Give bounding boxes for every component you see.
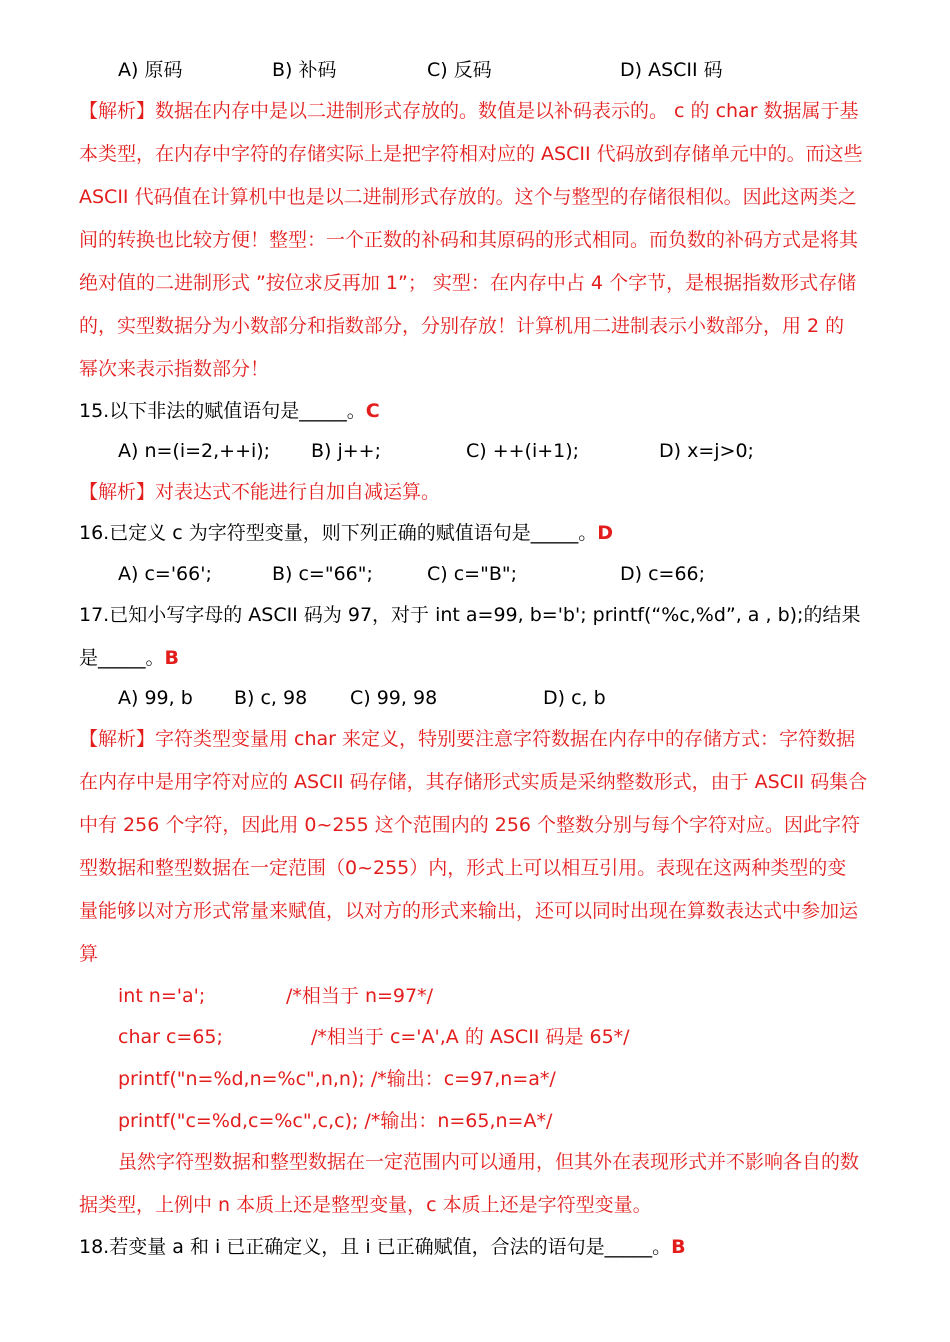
- analysis-line: 本类型，在内存中字符的存储实际上是把字符相对应的 ASCII 代码放到存储单元中的。而这些: [79, 143, 863, 165]
- q15-analysis: 【解析】对表达式不能进行自加自减运算。: [79, 481, 441, 503]
- analysis-line: 的，实型数据分为小数部分和指数部分，分别存放！计算机用二进制表示小数部分，用 2 的: [79, 315, 845, 337]
- q15-option-b: B) j++;: [311, 440, 382, 462]
- analysis-line: 幂次来表示指数部分！: [79, 358, 270, 380]
- code-stmt: printf("n=%d,n=%c",n,n); /*输出：c=97,n=a*/: [118, 1068, 556, 1090]
- q18-stem: 18.若变量 a 和 i 已正确定义，且 i 已正确赋值，合法的语句是_____。: [79, 1236, 672, 1258]
- q16-option-d: D) c=66;: [620, 563, 706, 585]
- code-comment: /*相当于 c='A',A 的 ASCII 码是 65*/: [311, 1026, 630, 1048]
- q14-option-b: B) 补码: [272, 59, 337, 81]
- analysis-line: ASCII 代码值在计算机中也是以二进制形式存放的。这个与整型的存储很相似。因此这两类之: [79, 186, 857, 208]
- code-comment: /*相当于 n=97*/: [286, 985, 433, 1007]
- analysis-line: 算: [79, 943, 99, 965]
- question-16: [79, 521, 613, 545]
- analysis-line: 量能够以对方形式常量来赋值，以对方的形式来输出，还可以同时出现在算数表达式中参加运: [79, 900, 859, 922]
- code-stmt: char c=65;: [118, 1026, 223, 1048]
- q17-option-c: C) 99, 98: [350, 687, 438, 709]
- analysis-line: 在内存中是用字符对应的 ASCII 码存储，其存储形式实质是采纳整数形式，由于 ASCII 码集合: [79, 771, 868, 793]
- question-18: [79, 1235, 686, 1259]
- q16-option-a: A) c='66';: [118, 563, 212, 585]
- q17-stem-line2: 是_____。: [79, 647, 165, 669]
- q17-option-a: A) 99, b: [118, 687, 193, 709]
- code-stmt: printf("c=%d,c=%c",c,c); /*输出：n=65,n=A*/: [118, 1110, 553, 1132]
- q16-answer: D: [597, 522, 614, 544]
- q16-stem: 16.已定义 c 为字符型变量，则下列正确的赋值语句是_____。: [79, 522, 598, 544]
- q17-option-b: B) c, 98: [234, 687, 308, 709]
- q14-option-d: D) ASCII 码: [620, 59, 723, 81]
- q17-answer: B: [164, 647, 179, 669]
- question-15: [79, 399, 380, 423]
- analysis-line: 绝对值的二进制形式 ”按位求反再加 1”； 实型：在内存中占 4 个字节，是根据指数形式存储: [79, 272, 857, 294]
- analysis-line: 间的转换也比较方便！整型：一个正数的补码和其原码的形式相同。而负数的补码方式是将其: [79, 229, 859, 251]
- code-stmt: int n='a';: [118, 985, 206, 1007]
- q15-option-d: D) x=j>0;: [659, 440, 754, 462]
- q14-option-a: A) 原码: [118, 59, 183, 81]
- note-line: 虽然字符型数据和整型数据在一定范围内可以通用，但其外在表现形式并不影响各自的数: [118, 1151, 860, 1173]
- q16-option-b: B) c="66";: [272, 563, 373, 585]
- q14-option-c: C) 反码: [427, 59, 492, 81]
- question-17-line2: [79, 646, 179, 670]
- q15-option-c: C) ++(i+1);: [466, 440, 580, 462]
- q17-option-d: D) c, b: [543, 687, 606, 709]
- q15-stem: 15.以下非法的赋值语句是_____。: [79, 400, 366, 422]
- q16-option-c: C) c="B";: [427, 563, 517, 585]
- q15-option-a: A) n=(i=2,++i);: [118, 440, 271, 462]
- note-line: 据类型，上例中 n 本质上还是整型变量，c 本质上还是字符型变量。: [79, 1194, 652, 1216]
- analysis-line: 【解析】数据在内存中是以二进制形式存放的。数值是以补码表示的。 c 的 char 数据属于基: [79, 100, 859, 122]
- analysis-line: 【解析】字符类型变量用 char 来定义，特别要注意字符数据在内存中的存储方式：字符数据: [79, 728, 856, 750]
- q18-answer: B: [671, 1236, 686, 1258]
- q15-answer: C: [365, 400, 380, 422]
- analysis-line: 中有 256 个字符，因此用 0~255 这个范围内的 256 个整数分别与每个字符对应。因此字符: [79, 814, 861, 836]
- q17-stem-line1: 17.已知小写字母的 ASCII 码为 97，对于 int a=99, b='b'; printf(“%c,%d”, a , b);的结果: [79, 604, 861, 626]
- analysis-line: 型数据和整型数据在一定范围（0~255）内，形式上可以相互引用。表现在这两种类型的变: [79, 857, 847, 879]
